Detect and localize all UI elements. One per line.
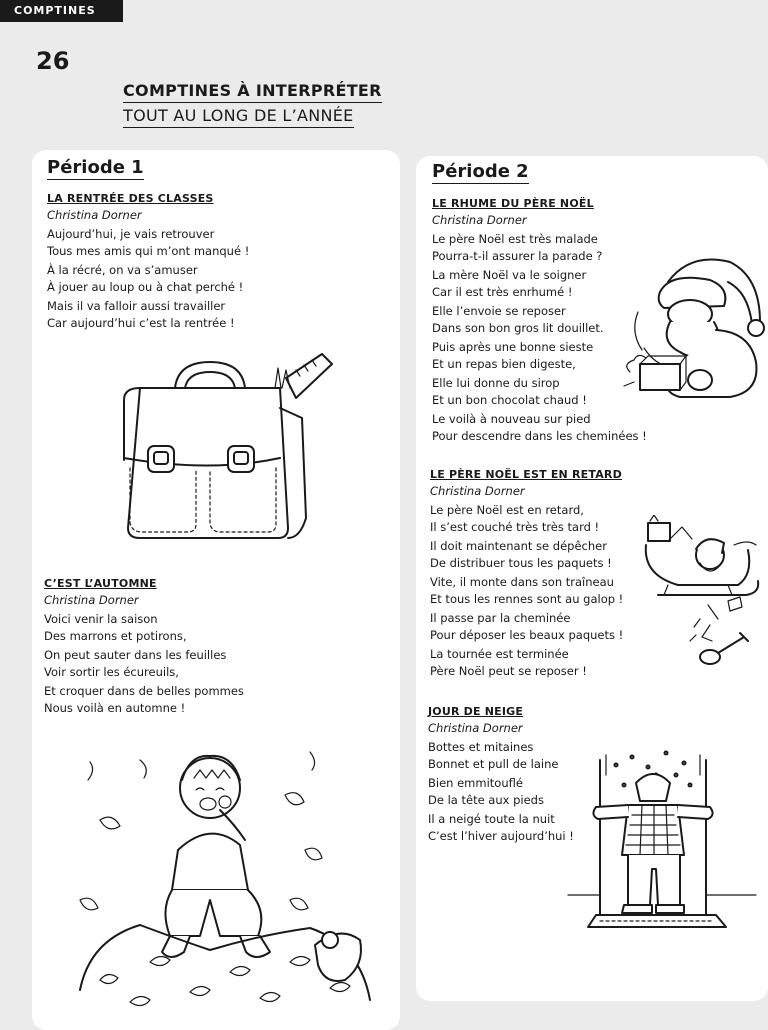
verse-line: On peut sauter dans les feuilles: [44, 648, 227, 662]
verse-line: Pourra-t-il assurer la parade ?: [432, 249, 603, 263]
stanza: [44, 647, 244, 681]
verse-line: Bonnet et pull de laine: [428, 757, 559, 771]
verse-line: Car aujourd’hui c’est la rentrée !: [47, 316, 235, 330]
verse-line: Mais il va falloir aussi travailler: [47, 299, 226, 313]
verse-line: La mère Noël va le soigner: [432, 268, 587, 282]
verse-line: Pour déposer les beaux paquets !: [430, 628, 624, 642]
poem-title: LE PÈRE NOËL EST EN RETARD: [430, 468, 622, 481]
title-line-2: TOUT AU LONG DE L’ANNÉE: [123, 105, 354, 128]
stanza: [432, 231, 647, 265]
verse-line: Dans son bon gros lit douillet.: [432, 321, 604, 335]
stanza: [432, 339, 647, 373]
stanza: [430, 646, 623, 680]
schoolbag-illustration: [110, 348, 350, 548]
stanza: [47, 226, 249, 260]
verse-line: À jouer au loup ou à chat perché !: [47, 280, 244, 294]
verse-line: Nous voilà en automne !: [44, 701, 186, 715]
title-line-1: COMPTINES À INTERPRÉTER: [123, 80, 382, 103]
poem-author: Christina Dorner: [428, 721, 523, 735]
page-title: [123, 80, 382, 128]
verse-line: Il doit maintenant se dépêcher: [430, 539, 607, 553]
stanza: [432, 303, 647, 337]
stanza: [430, 610, 623, 644]
sick-santa-illustration: [620, 252, 768, 402]
stanza: [430, 538, 623, 572]
stanza: [44, 683, 244, 717]
verse-line: De distribuer tous les paquets !: [430, 556, 612, 570]
poem-title: JOUR DE NEIGE: [428, 705, 524, 718]
verse-line: Elle lui donne du sirop: [432, 376, 560, 390]
poem-author: Christina Dorner: [47, 208, 142, 222]
stanza: [47, 298, 249, 332]
stanza: [428, 739, 574, 773]
verse-line: Pour descendre dans les cheminées !: [432, 429, 647, 443]
stanza: [44, 611, 244, 645]
poem-title: LA RENTRÉE DES CLASSES: [47, 192, 214, 205]
poem-author: Christina Dorner: [44, 593, 139, 607]
verse-line: C’est l’hiver aujourd’hui !: [428, 829, 574, 843]
verse-line: La tournée est terminée: [430, 647, 569, 661]
poem-jour-de-neige: [428, 703, 574, 847]
poem-la-rentree: [47, 190, 249, 334]
verse-line: Car il est très enrhumé !: [432, 285, 573, 299]
poem-author: Christina Dorner: [430, 484, 525, 498]
poem-title: LE RHUME DU PÈRE NOËL: [432, 197, 594, 210]
verse-line: Bien emmitouflé: [428, 776, 523, 790]
poem-c-est-l-automne: [44, 575, 244, 719]
sleigh-illustration: [638, 515, 768, 675]
snow-window-illustration: [566, 745, 762, 935]
verse-line: Il a neigé toute la nuit: [428, 812, 555, 826]
stanza: [428, 811, 574, 845]
verse-line: De la tête aux pieds: [428, 793, 544, 807]
verse-line: Voici venir la saison: [44, 612, 158, 626]
page-number: 26: [36, 47, 70, 75]
verse-line: Aujourd’hui, je vais retrouver: [47, 227, 215, 241]
verse-line: Il passe par la cheminée: [430, 611, 571, 625]
verse-line: Vite, il monte dans son traîneau: [430, 575, 614, 589]
verse-line: Et un bon chocolat chaud !: [432, 393, 587, 407]
verse-line: Bottes et mitaines: [428, 740, 534, 754]
verse-line: Le voilà à nouveau sur pied: [432, 412, 591, 426]
period-1-heading: Période 1: [47, 157, 144, 178]
verse-line: Le père Noël est en retard,: [430, 503, 584, 517]
verse-line: Voir sortir les écureuils,: [44, 665, 179, 679]
poem-title: C’EST L’AUTOMNE: [44, 577, 157, 590]
verse-line: Des marrons et potirons,: [44, 629, 187, 643]
poem-le-rhume-du-pere-noel: [432, 195, 647, 447]
verse-line: Tous mes amis qui m’ont manqué !: [47, 244, 250, 258]
poem-le-pere-noel-est-en-retard: [430, 466, 623, 682]
verse-line: Et un repas bien digeste,: [432, 357, 576, 371]
stanza: [432, 411, 647, 445]
stanza: [47, 262, 249, 296]
stanza: [430, 574, 623, 608]
verse-line: Et tous les rennes sont au galop !: [430, 592, 624, 606]
verse-line: Et croquer dans de belles pommes: [44, 684, 244, 698]
autumn-child-illustration: [60, 740, 390, 1020]
verse-line: À la récré, on va s’amuser: [47, 263, 198, 277]
verse-line: Père Noël peut se reposer !: [430, 664, 587, 678]
period-2-heading: Période 2: [432, 161, 529, 182]
verse-line: Il s’est couché très très tard !: [430, 520, 600, 534]
verse-line: Le père Noël est très malade: [432, 232, 598, 246]
stanza: [430, 502, 623, 536]
stanza: [432, 267, 647, 301]
section-tag: COMPTINES: [0, 0, 123, 22]
stanza: [432, 375, 647, 409]
poem-author: Christina Dorner: [432, 213, 527, 227]
stanza: [428, 775, 574, 809]
verse-line: Puis après une bonne sieste: [432, 340, 594, 354]
verse-line: Elle l’envoie se reposer: [432, 304, 566, 318]
